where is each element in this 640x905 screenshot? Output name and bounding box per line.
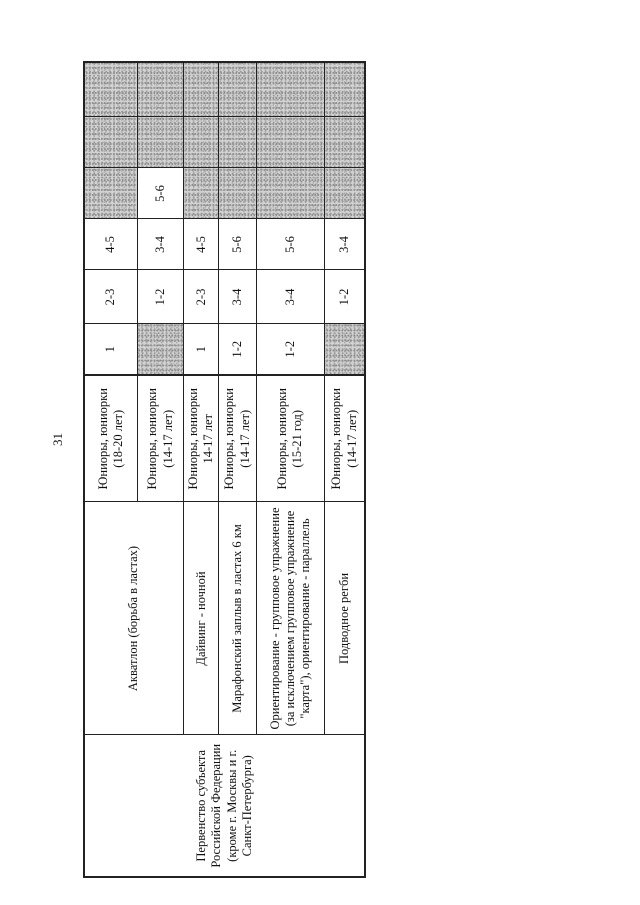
discipline-cell: Акватлон (борьба в ластах) (84, 502, 184, 735)
place-cell: 1 (84, 324, 137, 375)
place-cell: 2-3 (84, 270, 137, 324)
page-number: 31 (50, 433, 65, 446)
discipline-cell: Ориентирование - групповое упражнение (за исключением групповое упражнение "карта"), ориентирование - параллель (256, 502, 324, 735)
place-cell: 3-4 (256, 270, 324, 324)
discipline-cell: Марафонский заплыв в ластах 6 км (219, 502, 256, 735)
shaded-cell (325, 168, 365, 219)
place-cell: 1 (184, 324, 219, 375)
shaded-cell (84, 62, 137, 117)
place-cell: 1-2 (325, 270, 365, 324)
shaded-cell (184, 168, 219, 219)
shaded-cell (325, 62, 365, 117)
shaded-cell (256, 62, 324, 117)
shaded-cell (184, 62, 219, 117)
rotated-table-container (83, 63, 366, 878)
place-cell: 4-5 (84, 219, 137, 270)
age-group-cell: Юниоры, юниорки (14-17 лет) (137, 375, 183, 502)
place-cell: 1-2 (256, 324, 324, 375)
shaded-cell (137, 324, 183, 375)
age-group-cell: Юниоры, юниорки (14-17 лет) (219, 375, 256, 502)
shaded-cell (325, 117, 365, 168)
place-cell: 3-4 (219, 270, 256, 324)
place-cell: 5-6 (219, 219, 256, 270)
place-cell: 3-4 (325, 219, 365, 270)
table-row (84, 62, 137, 877)
place-cell: 5-6 (137, 168, 183, 219)
shaded-cell (137, 117, 183, 168)
rank-table (83, 61, 366, 878)
shaded-cell (256, 117, 324, 168)
competition-level-cell: Первенство субъекта Российской Федерации (кроме г. Москвы и г. Санкт-Петербурга) (84, 735, 365, 877)
age-group-cell: Юниоры, юниорки (15-21 год) (256, 375, 324, 502)
shaded-cell (219, 62, 256, 117)
place-cell: 1-2 (137, 270, 183, 324)
place-cell: 2-3 (184, 270, 219, 324)
shaded-cell (219, 168, 256, 219)
age-group-cell: Юниоры, юниорки (18-20 лет) (84, 375, 137, 502)
shaded-cell (256, 168, 324, 219)
place-cell: 3-4 (137, 219, 183, 270)
place-cell: 5-6 (256, 219, 324, 270)
discipline-cell: Дайвинг - ночной (184, 502, 219, 735)
discipline-cell: Подводное регби (325, 502, 365, 735)
shaded-cell (325, 324, 365, 375)
shaded-cell (219, 117, 256, 168)
age-group-cell: Юниоры, юниорки 14-17 лет (184, 375, 219, 502)
place-cell: 1-2 (219, 324, 256, 375)
shaded-cell (184, 117, 219, 168)
shaded-cell (84, 117, 137, 168)
shaded-cell (84, 168, 137, 219)
place-cell: 4-5 (184, 219, 219, 270)
shaded-cell (137, 62, 183, 117)
age-group-cell: Юниоры, юниорки (14-17 лет) (325, 375, 365, 502)
